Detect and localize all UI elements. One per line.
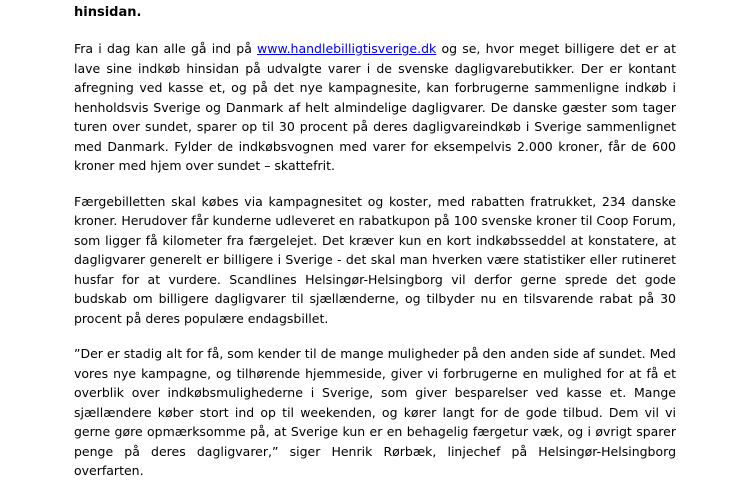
paragraph-intro: [74, 39, 676, 176]
intro-text-before-link: Fra i dag kan alle gå ind på: [74, 41, 258, 56]
document-page: [74, 3, 676, 497]
section-heading: hinsidan.: [74, 5, 142, 20]
paragraph-ferry-ticket: Færgebilletten skal købes via kampagnesitet og koster, med rabatten fratrukket, 234 danske kroner. Herudover får kunderne udleveret en rabatkupon på 100 svenske kroner til Coop Forum, som ligger få kilometer fra færgelejet. Det kræver kun en kort indkøbsseddel at konstatere, at dagligvarer generelt er billigere i Sverige - det skal man hverken være statistiker eller rutineret husfar for at vurdere. Scandlines Helsingør-Helsingborg vil derfor gerne sprede det gode budskab om billigere dagligvarer til sjællænderne, og tilbyder nu en tilsvarende rabat på 30 procent på deres populære endagsbillet.: [74, 193, 676, 326]
intro-text-after-link: og se, hvor meget billigere det er at lave sine indkøb hinsidan på udvalgte varer i de svenske dagligvarebutikker. Der er kontant afregning ved kasse et, og på det nye kampagnesite, kan forbrugerne sammenligne indkøb i henholdsvis Sverige og Danmark af helt almindelige dagligvarer. De danske gæster som tager turen over sundet, sparer op til 30 procent på deres dagligvareindkøb i Sverige sammenlignet med Danmark. Fylder de indkøbsvognen med varer for eksempelvis 2.000 kroner, får de 600 kroner med hjem over sundet – skattefrit.: [74, 41, 676, 173]
paragraph-quote: ”Der er stadig alt for få, som kender til de mange muligheder på den anden side af sundet. Med vores nye kampagne, og tilhørende hjemmeside, giver vi forbrugerne en mulighed for at få et overblik over indkøbsmulighederne i Sverige, som giver besparelser ved kasse et. Mange sjællændere køber stort ind op til weekenden, og kører langt for de gode tilbud. Dem vil vi gerne gøre opmærksomme på, at Sverige kun er en behagelig færgetur væk, og i øvrigt sparer penge på deres dagligvarer,” siger Henrik Rørbæk, linjechef på Helsingør-Helsingborg overfarten.: [74, 346, 676, 478]
campaign-website-link[interactable]: www.handlebilligtisverige.dk: [257, 41, 437, 56]
